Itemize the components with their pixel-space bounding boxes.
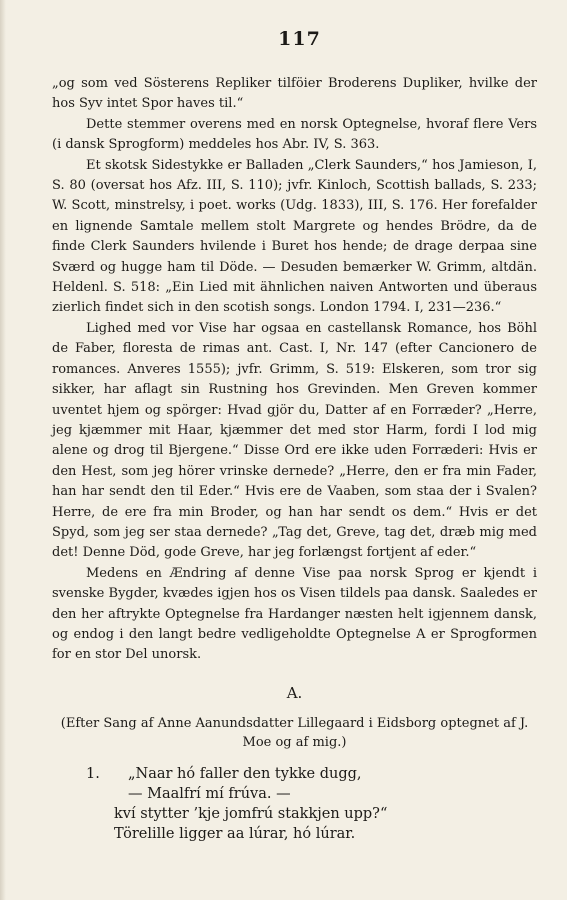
stanza-number: 1. bbox=[86, 765, 100, 782]
paragraph-1: „og som ved Sösterens Repliker tilföier Broderens Dupliker, hvilke der hos Syv intet Spor haves til.“ bbox=[52, 76, 537, 112]
verse-line-text: „Naar hó faller den tykke dugg, bbox=[128, 765, 362, 782]
page-number: 117 bbox=[278, 28, 321, 50]
paragraph-4: Lighed med vor Vise har ogsaa en castellansk Romance, hos Böhl de Faber, floresta de rimas ant. Cast. I, Nr. 147 (efter Cancionero de romances. Anveres 1555); jvfr. Grimm, S. 519: Elskeren, som tror sig sikker, har aflagt sin Rustning hos Grevinden. Men Greven kommer uventet hjem og spörger: Hvad gjör du, Datter af en Forræder? „Herre, jeg kjæmmer mit Haar, kjæmmer det med stor Harm, fordi I lod mig alene og drog til Bjergene.“ Disse Ord ere ikke uden Forræderi: Hvis er den Hest, som jeg hörer vrinske dernede? „Herre, den er fra min Fader, han har sendt den til Eder.“ Hvis ere de Vaaben, som staa der i Svalen? Herre, de ere fra min Broder, og han har sendt os dem.“ Hvis er det Spyd, som jeg ser staa dernede? „Tag det, Greve, tag det, dræb mig med det! Denne Död, gode Greve, har jeg forlængst fortjent af eder.“ bbox=[52, 320, 537, 561]
verse-line-text: Törelille ligger aa lúrar, hó lúrar. bbox=[114, 825, 356, 842]
page-gutter-shadow bbox=[0, 0, 6, 900]
paragraph-5: Medens en Ændring af denne Vise paa norsk Sprog er kjendt i svenske Bygder, kvædes igjen hos os Visen tildels paa dansk. Saaledes er den her aftrykte Optegnelse fra Hardanger næsten helt igjennem dansk, og endog i den langt bedre vedligeholdte Optegnelse A er Sprogformen for en stor Del unorsk. bbox=[52, 565, 537, 663]
paragraph-3: Et skotsk Sidestykke er Balladen „Clerk Saunders,“ hos Jamieson, I, S. 80 (oversat hos Afz. III, S. 110); jvfr. Kinloch, Scottish ballads, S. 233; W. Scott, minstrelsy, i poet. works (Udg. 1833), III, S. 176. Her forefalder en lignende Samtale mellem stolt Margrete og hendes Brödre, da de finde Clerk Saunders hvilende i Buret hos hende; de drage derpaa sine Sværd og hugge ham til Döde. — Desuden bemærker W. Grimm, altdän. Heldenl. S. 518: „Ein Lied mit ähnlichen naiven Antworten und überaus zierlich findet sich in den scotish songs. London 1794. I, 231—236.“ bbox=[52, 157, 537, 316]
verse-line-text: — Maalfrí mí frúva. — bbox=[128, 785, 291, 802]
body-text bbox=[52, 74, 537, 666]
verse-line bbox=[114, 784, 537, 804]
verse-line-text: kví stytter ’kje jomfrú stakkjen upp?“ bbox=[114, 805, 388, 822]
source-note: (Efter Sang af Anne Aanundsdatter Lillegaard i Eidsborg optegnet af J. Moe og af mig.) bbox=[60, 715, 529, 750]
paragraph-2: Dette stemmer overens med en norsk Optegnelse, hvoraf flere Vers (i dansk Sprogform) meddeles hos Abr. IV, S. 363. bbox=[52, 116, 537, 153]
verse-line bbox=[114, 804, 537, 824]
verse-stanza bbox=[86, 764, 537, 844]
section-heading: A. bbox=[286, 683, 303, 702]
verse-line bbox=[114, 824, 537, 844]
verse-line bbox=[86, 764, 537, 784]
